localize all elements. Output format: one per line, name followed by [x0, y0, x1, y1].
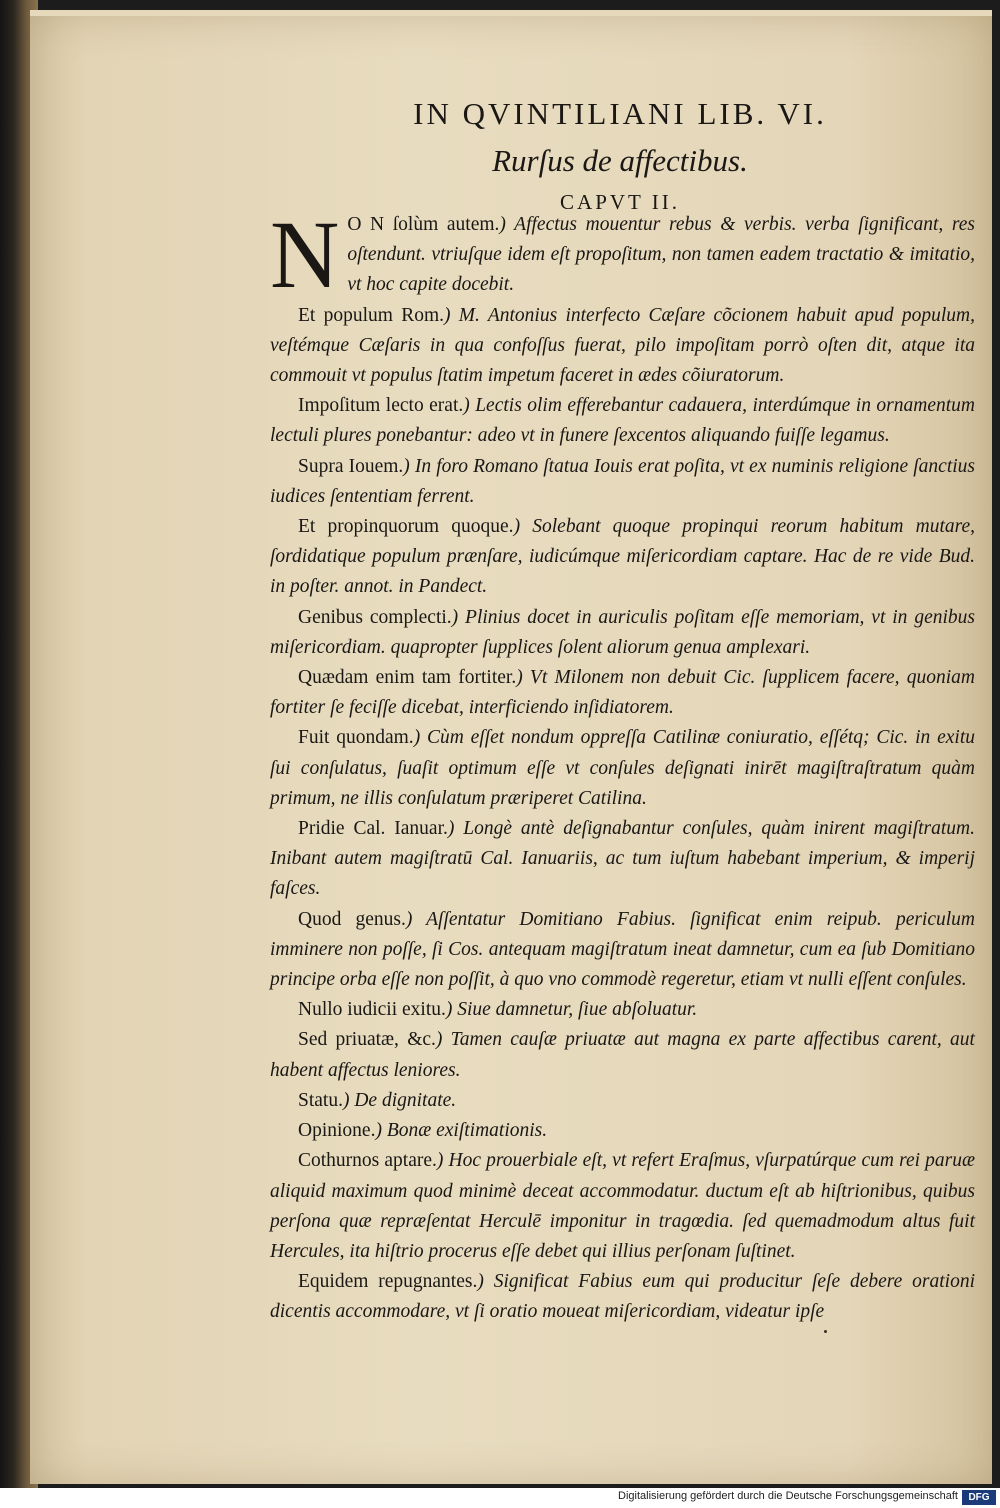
running-head: IN QVINTILIANI LIB. VI.	[413, 96, 827, 131]
lemma: Sed priuatæ, &c.	[298, 1029, 436, 1051]
lemma: Quædam enim tam fortiter.	[298, 667, 517, 689]
lemma: Opinione.	[298, 1120, 376, 1142]
footer-credit: Digitalisierung gefördert durch die Deutsche Forschungsgemeinschaft	[618, 1490, 958, 1502]
paragraph	[270, 995, 975, 1025]
lemma: Et populum Rom.	[298, 304, 445, 326]
commentary: ) Vt Milonem non debuit Cic. ſupplicem facere, quoniam fortiter ſe feciſſe dicebat, interficiendo inſidiatorem.	[270, 667, 975, 719]
paragraph	[270, 663, 975, 723]
paragraph	[270, 723, 975, 814]
commentary: ) Bonæ exiſtimationis.	[375, 1120, 548, 1142]
lemma: Supra Iouem.	[298, 455, 404, 477]
paragraph	[270, 905, 975, 996]
paragraph	[270, 1116, 975, 1146]
commentary: ) Aſſentatur Domitiano Fabius. ſignificat enim reipub. periculum imminere non poſſe, ſi Cos. antequam magiſtratum ineat damnetur, cum ea ſub Domitiano principe orba eſſe non poſſit, à quo vno commodè regeretur, etiam vt nulli eſſent conſules.	[270, 908, 976, 991]
commentary: ) Plinius docet in auriculis poſitam eſſe memoriam, vt in genibus miſericordiam. quapropter ſupplices ſolent aliorum genua amplexari.	[270, 606, 975, 658]
chapter-heading: CAPVT II.	[560, 190, 680, 214]
paragraph	[270, 301, 975, 392]
lemma: Equidem repugnantes.	[298, 1271, 478, 1293]
commentary: ) Lectis olim efferebantur cadauera, interdúmque in ornamentum lectuli plures ponebantur: adeo vt in funere ſexcentos aliquando fuiſſe legamus.	[270, 395, 975, 447]
section-title: Rurſus de affectibus.	[492, 143, 748, 178]
commentary: ) Affectus mouentur rebus & verbis. verba ſignificant, res oſtendunt. vtriuſque idem eſt propoſitum, non tamen eadem tractatio & imitatio, vt hoc capite docebit.	[347, 214, 975, 296]
page-header	[300, 92, 940, 220]
lemma: Impoſitum lecto erat.	[298, 395, 464, 417]
commentary: ) Significat Fabius eum qui producitur ſeſe debere orationi dicentis accommodare, vt ſi oratio moueat miſericordiam, videatur ipſe	[270, 1271, 976, 1323]
paragraph	[270, 1267, 975, 1327]
drop-cap: N	[270, 201, 340, 308]
paragraph	[270, 512, 975, 603]
paragraph	[270, 452, 975, 512]
ink-speck	[824, 1330, 827, 1333]
commentary: ) Siue damnetur, ſiue abſoluatur.	[445, 999, 698, 1021]
lemma: Cothurnos aptare.	[298, 1150, 437, 1172]
paragraph	[270, 391, 975, 451]
commentary: ) De dignitate.	[342, 1089, 457, 1111]
lemma: Nullo iudicii exitu.	[298, 999, 446, 1021]
dfg-logo-icon: DFG	[962, 1490, 996, 1505]
commentary: ) Longè antè deſignabantur conſules, quàm inirent magiſtratum. Inibant autem magiſtratū Cal. Ianuariis, ac tum iuſtum habebant imperium, & imperij faſces.	[270, 818, 975, 900]
paragraph	[270, 603, 975, 663]
lemma: Pridie Cal. Ianuar.	[298, 818, 448, 840]
lemma: Et propinquorum quoque.	[298, 516, 514, 538]
commentary: ) Cùm eſſet nondum oppreſſa Catilinæ coniuratio, eſſétq; Cic. in exitu ſui conſulatus, ſuaſit optimum eſſe vt conſules deſignati inirēt magiſtraſtratum quàm primum, ne illis conſulatum præriperet Catilina.	[270, 727, 975, 809]
paragraph	[270, 814, 975, 905]
commentary: ) Hoc prouerbiale eſt, vt refert Eraſmus, vſurpatúrque cum rei paruæ aliquid maximum quod minimè deceat accommodatur. ductum eſt ab hiſtrionibus, quibus perſona quæ repræſentat Herculē imponitur in tragœdia. ſed quemadmodum altus fuit Hercules, ita hiſtrio procerus eſſe debet qui illius perſonam ſuſtinet.	[270, 1150, 975, 1262]
lemma: Fuit quondam.	[298, 727, 414, 749]
commentary: ) Tamen cauſæ priuatæ aut magna ex parte affectibus carent, aut habent affectus leniores.	[270, 1029, 975, 1081]
paragraph	[270, 1146, 975, 1267]
lemma: Genibus complecti.	[298, 606, 452, 628]
lemma: Quod genus.	[298, 908, 406, 930]
commentary: ) Solebant quoque propinqui reorum habitum mutare, ſordidatique populum prænſare, iudicúmque miſericordiam captare. Hac de re vide Bud. in poſter. annot. in Pandect.	[270, 516, 976, 598]
commentary: ) In foro Romano ſtatua Iouis erat poſita, vt ex numinis religione ſanctius iudices ſententiam ferrent.	[270, 455, 975, 507]
lemma: Statu.	[298, 1089, 343, 1111]
commentary: ) M. Antonius interfecto Cæſare cõcionem habuit apud populum, veſtémque Cæſaris in qua confoſſus fuerat, pilo impoſitam porrò oſten dit, atque ita commouit vt populus ſtatim impetum faceret in ædes cõiuratorum.	[270, 304, 975, 387]
lemma: O N ſolùm autem.	[347, 214, 500, 235]
paragraph	[270, 1025, 975, 1085]
paragraph	[270, 1086, 975, 1116]
